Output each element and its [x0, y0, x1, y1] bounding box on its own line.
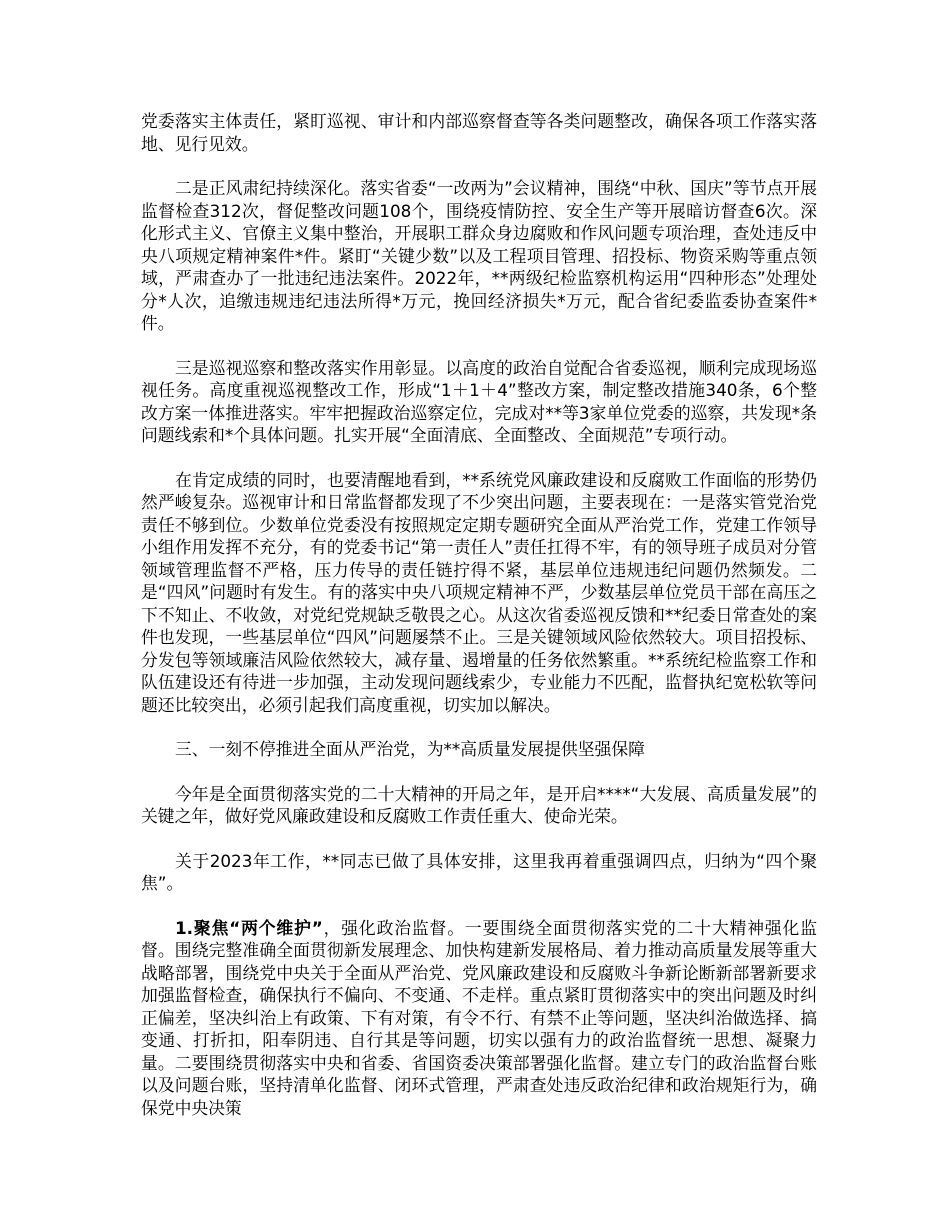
paragraph-4: 在肯定成绩的同时，也要清醒地看到，**系统党风廉政建设和反腐败工作面临的形势仍然严峻复杂。巡视审计和日常监督都发现了不少突出问题，主要表现在：一是落实管党治党责任不够到位。少数单位党委没有按照规定定期专题研究全面从严治党工作，党建工作领导小组作用发挥不充分，有的党委书记“第一责任人”责任扛得不牢，有的领导班子成员对分管领域管理监督不严格，压力传导的责任链拧得不紧，基层单位违规违纪问题仍然频发。二是“四风”问题时有发生。有的落实中央八项规定精神不严，少数基层单位党员干部在高压之下不知止、不收敛，对党纪党规缺乏敬畏之心。从这次省委巡视反馈和**纪委日常查处的案件也发现，一些基层单位“四风”问题屡禁不止。三是关键领域风险依然较大。项目招投标、分发包等领域廉洁风险依然较大，减存量、遏增量的任务依然繁重。**系统纪检监察工作和队伍建设还有待进一步加强，主动发现问题线索少，专业能力不匹配，监督执纪宽松软等问题还比较突出，必须引起我们高度重视，切实加以解决。	[141, 469, 817, 715]
paragraph-8	[141, 917, 817, 1120]
section-heading: 三、一刻不停推进全面从严治党，为**高质量发展提供坚强保障	[175, 739, 645, 759]
paragraph-8-lead: 1.聚焦“两个维护”	[175, 917, 323, 938]
paragraph-2: 二是正风肃纪持续深化。落实省委“一改两为”会议精神，围绕“中秋、国庆”等节点开展监督检查312次，督促整改问题108个，围绕疫情防控、安全生产等开展暗访督查6次。深化形式主义、官僚主义集中整治，开展职工群众身边腐败和作风问题专项治理，查处违反中央八项规定精神案件*件。紧盯“关键少数”以及工程项目管理、招投标、物资采购等重点领域，严肃查办了一批违纪违法案件。2022年，**两级纪检监察机构运用“四种形态”处理处分*人次，追缴违规违纪违法所得*万元，挽回经济损失*万元，配合省纪委监委协查案件*件。	[141, 178, 817, 333]
paragraph-3: 三是巡视巡察和整改落实作用彰显。以高度的政治自觉配合省委巡视，顺利完成现场巡视任务。高度重视巡视整改工作，形成“1＋1＋4”整改方案，制定整改措施340条，6个整改方案一体推进落实。牢牢把握政治巡察定位，完成对**等3家单位党委的巡察，共发现*条问题线索和*个具体问题。扎实开展“全面清底、全面整改、全面规范”专项行动。	[141, 357, 817, 445]
paragraph-1: 党委落实主体责任，紧盯巡视、审计和内部巡察督查等各类问题整改，确保各项工作落实落地、见行见效。	[141, 111, 817, 154]
paragraph-8-body: ，强化政治监督。一要围绕全面贯彻落实党的二十大精神强化监督。围绕完整准确全面贯彻新发展理念、加快构建新发展格局、着力推动高质量发展等重大战略部署，围绕党中央关于全面从严治党、党风廉政建设和反腐败斗争新论断新部署新要求加强监督检查，确保执行不偏向、不变通、不走样。重点紧盯贯彻落实中的突出问题及时纠正偏差，坚决纠治上有政策、下有对策，有令不行、有禁不止等问题，坚决纠治做选择、搞变通、打折扣，阳奉阴违、自行其是等问题，切实以强有力的政治监督统一思想、凝聚力量。二要围绕贯彻落实中央和省委、省国资委决策部署强化监督。建立专门的政治监督台账以及问题台账，坚持清单化监督、闭环式管理，严肃查处违反政治纪律和政治规矩行为，确保党中央决策	[141, 917, 817, 1118]
paragraph-7: 关于2023年工作，**同志已做了具体安排，这里我再着重强调四点，归纳为“四个聚焦”。	[141, 850, 817, 893]
paragraph-6: 今年是全面贯彻落实党的二十大精神的开局之年，是开启****“大发展、高质量发展”的关键之年，做好党风廉政建设和反腐败工作责任重大、使命光荣。	[141, 783, 817, 826]
document-page	[141, 110, 817, 1141]
